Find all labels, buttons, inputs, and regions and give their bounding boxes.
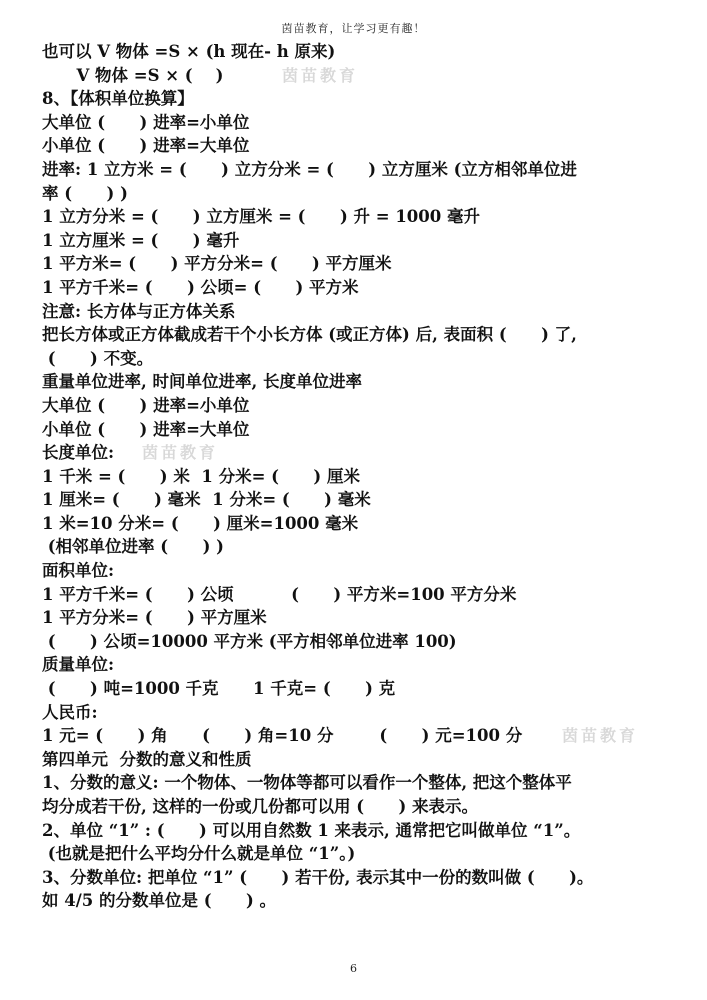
text-line: (相邻单位进率 ( ) ) <box>42 537 224 557</box>
text-line: V 物体 =S × ( ) 茵苗教育 <box>42 64 672 88</box>
text-line: 1、分数的意义: 一个物体、一物体等都可以看作一个整体, 把这个整体平 <box>42 773 572 793</box>
text-line: 进率: 1 立方米 = ( ) 立方分米 = ( ) 立方厘米 (立方相邻单位进 <box>42 159 577 179</box>
text-line: 重量单位进率, 时间单位进率, 长度单位进率 <box>42 372 362 392</box>
text-line: ( ) 不变。 <box>42 348 154 368</box>
text-line: 1 平方千米= ( ) 公顷= ( ) 平方米 <box>42 277 359 297</box>
text-line: 1 平方分米= ( ) 平方厘米 <box>42 608 267 628</box>
text-line: 2、单位 “1” : ( ) 可以用自然数 1 来表示, 通常把它叫做单位 “1”。 <box>42 820 581 840</box>
text-line: 小单位 ( ) 进率=大单位 <box>42 419 250 439</box>
text-line: 小单位 ( ) 进率=大单位 <box>42 136 250 156</box>
watermark: 茵苗教育 <box>562 726 639 746</box>
text-line: 也可以 V 物体 =S × (h 现在- h 原来) <box>42 42 336 61</box>
text-line: 1 平方千米= ( ) 公顷 ( ) 平方米=100 平方分米 <box>42 584 517 604</box>
section-heading: 8、【体积单位换算】 <box>42 89 194 109</box>
text-line: 长度单位: 茵苗教育 <box>42 441 672 465</box>
text-line: 1 立方分米 = ( ) 立方厘米 = ( ) 升 = 1000 毫升 <box>42 207 480 227</box>
page-number: 6 <box>350 962 357 975</box>
text-line: 1 立方厘米 = ( ) 毫升 <box>42 230 240 250</box>
text-line: 面积单位: <box>42 561 115 581</box>
text-line: 1 千米 = ( ) 米 1 分米= ( ) 厘米 <box>42 466 360 486</box>
text-line: 1 厘米= ( ) 毫米 1 分米= ( ) 毫米 <box>42 490 371 510</box>
text-line: (也就是把什么平均分什么就是单位 “1”。) <box>42 844 356 864</box>
page-header: 茵苗教育，让学习更有趣！ <box>281 22 426 35</box>
text-line: 1 元= ( ) 角 ( ) 角=10 分 ( ) 元=100 分 茵苗教育 <box>42 724 672 748</box>
text-line: 1 米=10 分米= ( ) 厘米=1000 毫米 <box>42 513 359 533</box>
section-heading: 第四单元 分数的意义和性质 <box>42 749 252 769</box>
text-line: 把长方体或正方体截成若干个小长方体 (或正方体) 后, 表面积 ( ) 了, <box>42 325 577 345</box>
text-line: 均分成若干份, 这样的一份或几份都可以用 ( ) 来表示。 <box>42 797 479 816</box>
watermark: 茵苗教育 <box>142 443 219 463</box>
text-line: 注意: 长方体与正方体关系 <box>42 301 236 321</box>
text-line: 3、分数单位: 把单位 “1” ( ) 若干份, 表示其中一份的数叫做 ( )。 <box>42 867 594 887</box>
text-line: 大单位 ( ) 进率=小单位 <box>42 395 250 415</box>
text-line: ( ) 吨=1000 千克 1 千克= ( ) 克 <box>42 679 396 699</box>
watermark: 茵苗教育 <box>282 65 359 85</box>
text-line: 大单位 ( ) 进率=小单位 <box>42 112 250 132</box>
text-line: ( ) 公顷=10000 平方米 (平方相邻单位进率 100) <box>42 631 457 651</box>
text-line: 如 4/5 的分数单位是 ( ) 。 <box>42 891 277 911</box>
document-body <box>42 40 672 913</box>
text-line: 人民币: <box>42 702 98 722</box>
text-line: 质量单位: <box>42 655 115 675</box>
text-line: 1 平方米= ( ) 平方分米= ( ) 平方厘米 <box>42 254 392 274</box>
text-line: 率 ( ) ) <box>42 183 128 203</box>
